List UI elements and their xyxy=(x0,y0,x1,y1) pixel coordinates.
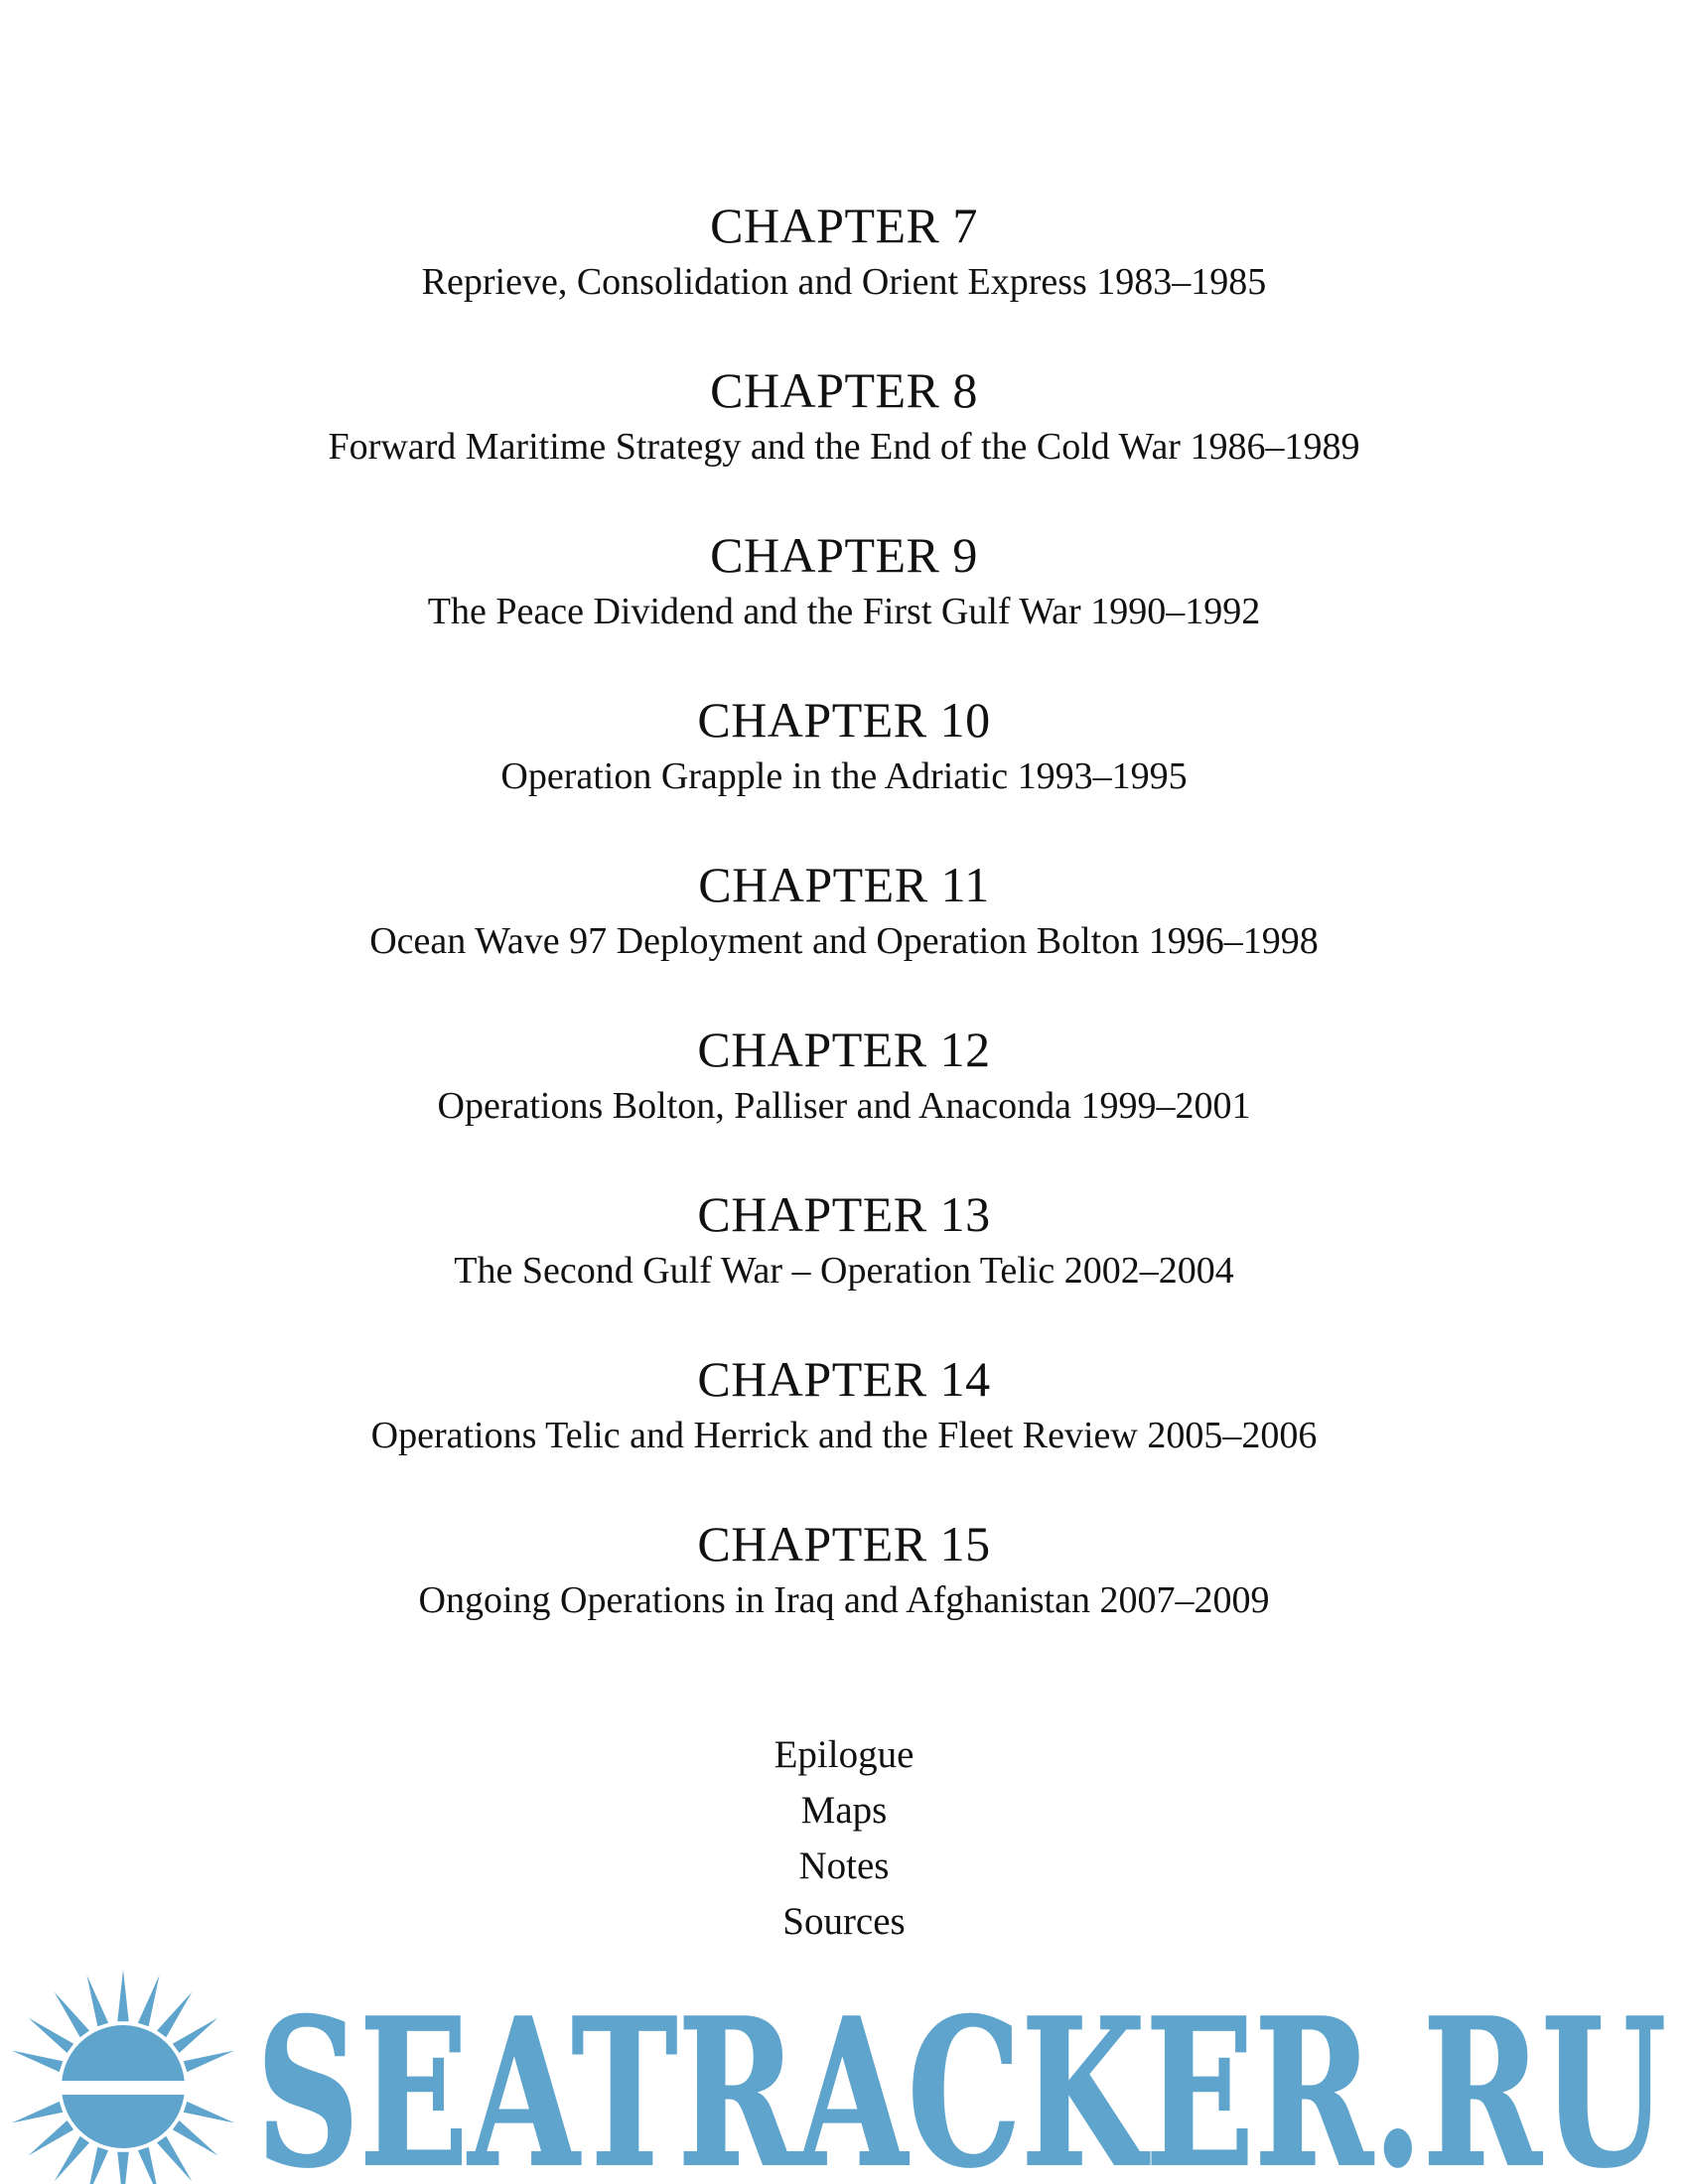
toc-entry-chapter-15 xyxy=(0,1513,1688,1678)
back-matter-epilogue: Epilogue xyxy=(774,1733,914,1776)
toc-entry-chapter-10 xyxy=(0,689,1688,854)
table-of-contents xyxy=(0,195,1688,1678)
watermark-text: SEATRACKER.RU xyxy=(256,1975,1666,2184)
chapter-number: CHAPTER 15 xyxy=(697,1516,991,1571)
sun-ray xyxy=(157,1992,192,2038)
chapter-title: The Peace Dividend and the First Gulf War 1990–1992 xyxy=(427,591,1261,632)
sun-ray xyxy=(87,1976,109,2026)
chapter-number: CHAPTER 12 xyxy=(697,1022,991,1077)
back-matter-list xyxy=(0,1727,1688,1950)
chapter-title: Ocean Wave 97 Deployment and Operation Bolton 1996–1998 xyxy=(369,920,1319,962)
chapter-title: Operations Telic and Herrick and the Fleet Review 2005–2006 xyxy=(370,1415,1318,1456)
chapter-number: CHAPTER 13 xyxy=(697,1186,991,1242)
toc-entry-chapter-8 xyxy=(0,359,1688,524)
sun-ray xyxy=(12,2051,63,2073)
toc-entry-chapter-7 xyxy=(0,195,1688,359)
sun-burst-icon xyxy=(0,1970,248,2184)
toc-entry-chapter-11 xyxy=(0,854,1688,1019)
sun-ray xyxy=(12,2102,63,2123)
sun-ray xyxy=(55,1992,89,2038)
chapter-title: Operations Bolton, Palliser and Anaconda 1999–2001 xyxy=(437,1085,1251,1127)
chapter-number: CHAPTER 14 xyxy=(697,1351,991,1407)
back-matter-maps: Maps xyxy=(800,1789,888,1832)
sun-ray xyxy=(173,2120,218,2155)
chapter-title: Ongoing Operations in Iraq and Afghanistan 2007–2009 xyxy=(418,1579,1270,1621)
chapter-title: Reprieve, Consolidation and Orient Express 1983–1985 xyxy=(421,261,1267,303)
chapter-number: CHAPTER 8 xyxy=(710,362,978,418)
sun-ray xyxy=(29,2018,74,2053)
sun-ray xyxy=(29,2120,74,2155)
chapter-title: Operation Grapple in the Adriatic 1993–1995 xyxy=(500,755,1188,797)
watermark-graphic xyxy=(0,1926,1688,2184)
toc-entry-chapter-9 xyxy=(0,524,1688,689)
sun-ray xyxy=(184,2102,234,2123)
chapter-title: Forward Maritime Strategy and the End of the Cold War 1986–1989 xyxy=(328,426,1360,468)
chapter-number: CHAPTER 9 xyxy=(710,527,978,583)
chapter-number: CHAPTER 7 xyxy=(710,198,978,253)
sun-ray xyxy=(117,2152,128,2184)
chapter-title: The Second Gulf War – Operation Telic 2002–2004 xyxy=(454,1250,1234,1292)
sun-ray xyxy=(117,1970,128,2021)
chapter-number: CHAPTER 11 xyxy=(698,857,990,912)
sun-ray xyxy=(184,2051,234,2073)
sun-ray xyxy=(173,2018,218,2053)
sun-ray xyxy=(157,2136,192,2182)
toc-entry-chapter-13 xyxy=(0,1183,1688,1348)
back-matter-notes: Notes xyxy=(798,1844,890,1887)
sun-ray xyxy=(138,2147,160,2184)
sun-ray xyxy=(87,2147,109,2184)
toc-entry-chapter-14 xyxy=(0,1348,1688,1513)
toc-entry-chapter-12 xyxy=(0,1019,1688,1183)
watermark xyxy=(0,1926,1688,2184)
back-matter-sources: Sources xyxy=(782,1900,906,1943)
sun-ray xyxy=(55,2136,89,2182)
chapter-number: CHAPTER 10 xyxy=(697,692,991,748)
sun-ray xyxy=(138,1976,160,2026)
